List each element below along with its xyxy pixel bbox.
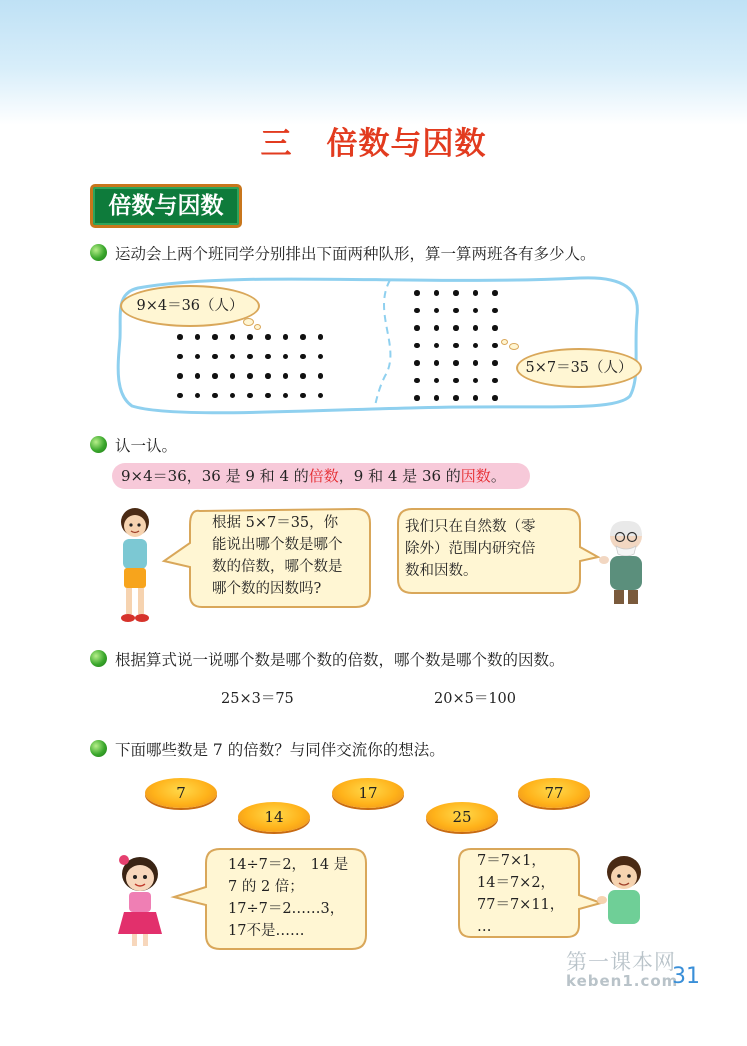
page-number: 31	[672, 964, 700, 989]
number-pill: 14	[238, 802, 310, 832]
dot	[473, 325, 479, 331]
speech-line: 能说出哪个数是哪个	[212, 537, 343, 553]
dot	[195, 393, 201, 399]
speech-line: 7＝7×1，	[477, 853, 546, 869]
dot	[230, 354, 236, 360]
dot	[195, 373, 201, 379]
speech-line: 根据 5×7＝35，你	[212, 515, 339, 531]
dot	[473, 360, 479, 366]
bullet-icon	[90, 436, 107, 453]
dot	[212, 393, 218, 399]
dot	[212, 334, 218, 340]
dot	[453, 325, 459, 331]
dot	[265, 354, 271, 360]
dot	[414, 360, 420, 366]
dot	[247, 373, 253, 379]
definition-multiple: 倍数	[308, 467, 339, 485]
dot	[177, 393, 183, 399]
dot	[265, 393, 271, 399]
dot	[473, 378, 479, 384]
dot	[177, 373, 183, 379]
thought-tail	[243, 318, 254, 326]
right-thought-bubble	[516, 348, 642, 388]
speech-line: 17不是……	[228, 923, 305, 939]
dot	[212, 373, 218, 379]
speech-line: …	[477, 919, 492, 935]
dot	[434, 325, 440, 331]
dot	[492, 395, 498, 401]
dot	[318, 373, 324, 379]
dot-array-9x4	[177, 334, 327, 404]
speech-line: 17÷7＝2……3，	[228, 901, 345, 917]
boy-speech-text	[212, 512, 343, 600]
number-pill: 25	[426, 802, 498, 832]
bullet-icon	[90, 244, 107, 261]
watermark-url: keben1.com	[566, 972, 679, 990]
header-band	[0, 0, 747, 125]
dot	[265, 373, 271, 379]
speech-line: 数的倍数，哪个数是	[212, 559, 343, 575]
section-tag: 倍数与因数	[90, 184, 242, 228]
definition-factor: 因数	[460, 467, 491, 485]
definition-box	[112, 463, 530, 489]
bullet-icon	[90, 650, 107, 667]
number-pill: 7	[145, 778, 217, 808]
definition-part: 。	[490, 467, 506, 485]
chapter-title	[0, 118, 747, 163]
right-bubble-text: 5×7＝35（人）	[525, 360, 633, 376]
dot	[492, 378, 498, 384]
dot	[212, 354, 218, 360]
speech-line: 我们只在自然数（零	[405, 519, 536, 535]
elder-character-icon	[596, 516, 652, 608]
equation-2: 20×5＝100	[434, 691, 517, 707]
definition-part: ，9 和 4 是 36 的	[338, 467, 461, 485]
dot	[473, 308, 479, 314]
dot	[265, 334, 271, 340]
dot	[434, 360, 440, 366]
speech-line: 7 的 2 倍；	[228, 879, 304, 895]
dot	[414, 343, 420, 349]
dot	[453, 343, 459, 349]
question-2-text: 认一认。	[115, 437, 178, 455]
thought-tail	[254, 324, 261, 330]
speech-line: 哪个数的因数吗?	[212, 581, 322, 597]
dot	[434, 378, 440, 384]
question-3-text: 根据算式说一说哪个数是哪个数的倍数，哪个数是哪个数的因数。	[115, 651, 565, 669]
number-pill: 77	[518, 778, 590, 808]
dot	[434, 343, 440, 349]
boy2-speech-text	[477, 850, 564, 938]
thought-tail	[501, 339, 508, 345]
watermark-title: 第一课本网	[566, 950, 676, 974]
speech-line: 14＝7×2，	[477, 875, 556, 891]
dot	[283, 393, 289, 399]
speech-line: 14÷7＝2， 14 是	[228, 857, 349, 873]
dot	[283, 354, 289, 360]
dot	[283, 334, 289, 340]
dot	[492, 360, 498, 366]
dot	[230, 334, 236, 340]
dot-array-5x7	[414, 290, 500, 400]
dot	[247, 393, 253, 399]
number-pill: 17	[332, 778, 404, 808]
definition-part: 9×4＝36，36 是 9 和 4 的	[121, 467, 309, 485]
dot	[195, 334, 201, 340]
dot	[247, 334, 253, 340]
dot	[473, 395, 479, 401]
dot	[283, 373, 289, 379]
dot	[492, 290, 498, 296]
left-bubble-text: 9×4＝36（人）	[136, 298, 244, 314]
dot	[414, 308, 420, 314]
dot	[453, 308, 459, 314]
dot	[318, 354, 324, 360]
dot	[453, 360, 459, 366]
chapter-name: 倍数与因数	[326, 126, 487, 162]
dot	[492, 308, 498, 314]
dot	[177, 354, 183, 360]
dot	[177, 334, 183, 340]
question-4-text: 下面哪些数是 7 的倍数？与同伴交流你的想法。	[115, 741, 445, 759]
dot	[318, 334, 324, 340]
speech-line: 77＝7×11，	[477, 897, 565, 913]
dot	[473, 290, 479, 296]
dot	[300, 334, 306, 340]
girl-speech-text	[228, 854, 348, 942]
dot	[434, 308, 440, 314]
dot	[300, 373, 306, 379]
boy-character-icon	[110, 504, 160, 626]
thought-tail	[509, 343, 519, 350]
dot	[414, 378, 420, 384]
speech-line: 数和因数。	[405, 563, 478, 579]
dot	[230, 393, 236, 399]
dot	[453, 290, 459, 296]
boy-character-icon-2	[596, 852, 652, 944]
dot	[300, 393, 306, 399]
bullet-icon	[90, 740, 107, 757]
dot	[434, 395, 440, 401]
dot	[318, 393, 324, 399]
question-1-text: 运动会上两个班同学分别排出下面两种队形，算一算两班各有多少人。	[115, 245, 596, 263]
dot	[453, 378, 459, 384]
dot	[414, 325, 420, 331]
dot	[453, 395, 459, 401]
dot	[473, 343, 479, 349]
dot	[230, 373, 236, 379]
dot	[247, 354, 253, 360]
dot	[492, 343, 498, 349]
dot	[300, 354, 306, 360]
chapter-number: 三	[260, 126, 293, 162]
dot	[195, 354, 201, 360]
equation-1: 25×3＝75	[221, 691, 294, 707]
dot	[414, 395, 420, 401]
dot	[492, 325, 498, 331]
dot	[434, 290, 440, 296]
elder-speech-text	[405, 516, 536, 582]
girl-character-icon	[110, 852, 172, 950]
speech-line: 除外）范围内研究倍	[405, 541, 536, 557]
left-thought-bubble	[120, 285, 260, 327]
dot	[414, 290, 420, 296]
